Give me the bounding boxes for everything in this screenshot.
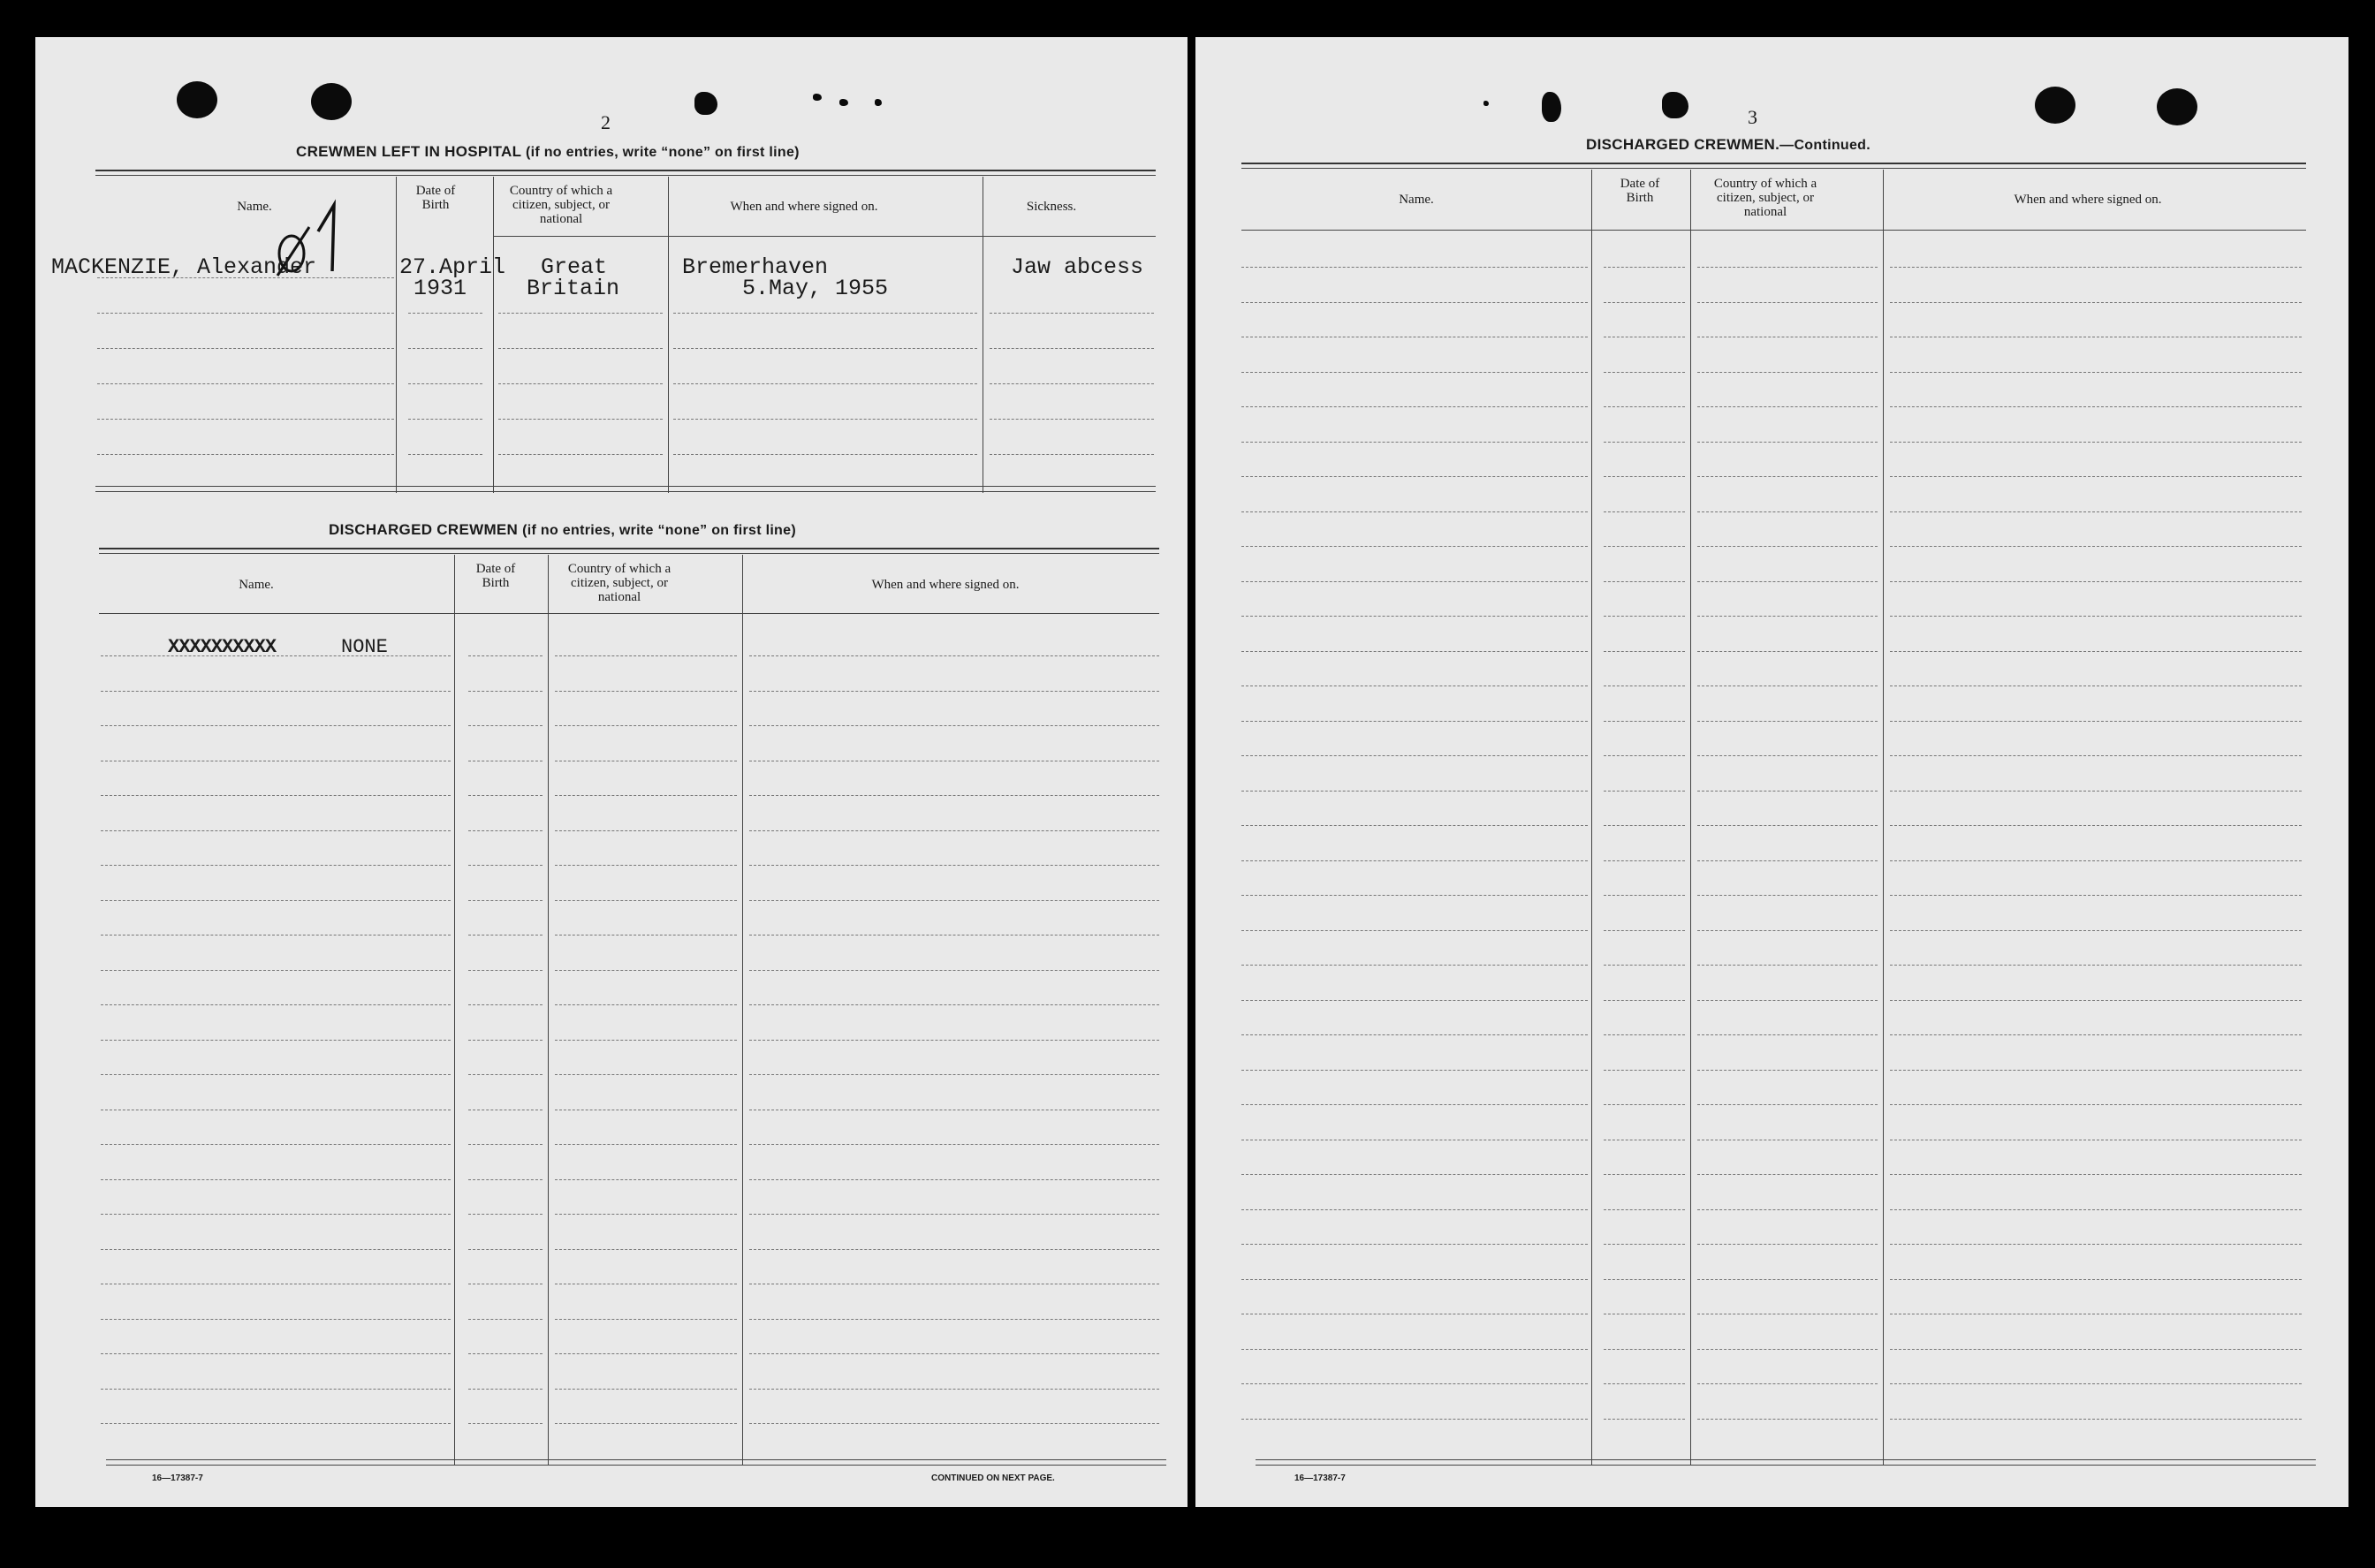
row-line	[498, 348, 663, 349]
row-line	[1890, 511, 2302, 512]
row-line	[1604, 1279, 1685, 1280]
col-header-country: Country of which a citizen, subject, or national	[567, 562, 672, 604]
row-line	[1890, 1104, 2302, 1105]
section-rule	[95, 491, 1156, 492]
row-line	[1241, 721, 1588, 722]
row-line	[468, 1179, 543, 1180]
row-line	[1604, 651, 1685, 652]
row-line	[1604, 511, 1685, 512]
row-line	[555, 830, 737, 831]
row-line	[1697, 406, 1878, 407]
row-line	[1890, 860, 2302, 861]
col-header-country: Country of which a citizen, subject, or national	[509, 184, 613, 226]
row-line	[101, 1179, 451, 1180]
row-line	[1604, 442, 1685, 443]
row-line	[1697, 860, 1878, 861]
column-divider	[1690, 170, 1691, 1465]
section-title-discharged-continued	[1586, 136, 1870, 154]
right-page	[1195, 37, 2348, 1507]
punch-hole	[177, 81, 217, 118]
row-line	[1890, 267, 2302, 268]
header-rule	[95, 175, 1156, 176]
row-line	[1890, 1070, 2302, 1071]
row-line	[498, 383, 663, 384]
row-line	[555, 1353, 737, 1354]
title-subtext: —Continued.	[1779, 138, 1870, 153]
column-divider	[493, 177, 494, 493]
row-line	[1697, 372, 1878, 373]
row-line	[1697, 965, 1878, 966]
row-line	[673, 348, 977, 349]
row-line	[1697, 1419, 1878, 1420]
row-line	[1604, 267, 1685, 268]
row-line	[673, 313, 977, 314]
row-line	[1697, 895, 1878, 896]
row-line	[990, 454, 1154, 455]
row-line	[749, 1004, 1159, 1005]
row-line	[1241, 546, 1588, 547]
header-rule	[95, 170, 1156, 171]
row-line	[97, 313, 394, 314]
row-line	[1890, 1383, 2302, 1384]
row-line	[97, 348, 394, 349]
row-line	[1890, 721, 2302, 722]
row-line	[1241, 825, 1588, 826]
row-line	[1241, 372, 1588, 373]
row-line	[1890, 1279, 2302, 1280]
row-line	[990, 348, 1154, 349]
footer-rule	[106, 1465, 1166, 1466]
ink-blot	[813, 94, 822, 101]
row-line	[468, 1319, 543, 1320]
row-line	[101, 865, 451, 866]
row-line	[555, 1249, 737, 1250]
row-line	[1697, 755, 1878, 756]
row-line	[990, 419, 1154, 420]
row-line	[97, 419, 394, 420]
row-line	[101, 900, 451, 901]
hospital-sickness: Jaw abcess	[1011, 254, 1144, 280]
col-header-dob: Date of Birth	[415, 184, 456, 212]
row-line	[1604, 581, 1685, 582]
row-line	[468, 1423, 543, 1424]
row-line	[101, 1423, 451, 1424]
row-line	[1604, 546, 1685, 547]
row-line	[749, 1179, 1159, 1180]
row-line	[1890, 1419, 2302, 1420]
row-line	[749, 1249, 1159, 1250]
row-line	[97, 454, 394, 455]
col-header-signed: When and where signed on.	[2014, 193, 2162, 207]
row-line	[1697, 616, 1878, 617]
row-line	[97, 383, 394, 384]
row-line	[1604, 930, 1685, 931]
hospital-country-2: Britain	[527, 276, 620, 301]
row-line	[749, 970, 1159, 971]
col-header-signed: When and where signed on.	[871, 578, 1020, 592]
row-line	[1241, 1383, 1588, 1384]
row-line	[468, 795, 543, 796]
row-line	[1890, 1244, 2302, 1245]
row-line	[101, 1004, 451, 1005]
row-line	[468, 1249, 543, 1250]
struck-text: XXXXXXXXXX	[168, 636, 277, 658]
col-header-dob: Date of Birth	[475, 562, 516, 590]
row-line	[101, 1389, 451, 1390]
row-line	[1241, 965, 1588, 966]
footer-rule	[1256, 1465, 2316, 1466]
row-line	[101, 1214, 451, 1215]
row-line	[1697, 581, 1878, 582]
row-line	[555, 865, 737, 866]
row-line	[1241, 1104, 1588, 1105]
row-line	[1604, 791, 1685, 792]
row-line	[1890, 1000, 2302, 1001]
row-line	[1697, 546, 1878, 547]
row-line	[1697, 1349, 1878, 1350]
row-line	[468, 1040, 543, 1041]
row-line	[1604, 1034, 1685, 1035]
row-line	[1697, 1174, 1878, 1175]
title-subtext: (if no entries, write “none” on first line)	[522, 523, 796, 538]
row-line	[408, 454, 482, 455]
hospital-dob-year: 1931	[414, 276, 467, 301]
left-page	[35, 37, 1188, 1507]
row-line	[1697, 930, 1878, 931]
row-line	[1697, 1000, 1878, 1001]
row-line	[468, 1214, 543, 1215]
row-line	[749, 900, 1159, 901]
row-line	[101, 830, 451, 831]
title-text: DISCHARGED CREWMEN.	[1586, 136, 1780, 153]
row-line	[555, 900, 737, 901]
row-line	[990, 383, 1154, 384]
row-line	[1697, 651, 1878, 652]
row-line	[1604, 1000, 1685, 1001]
row-line	[1241, 442, 1588, 443]
row-line	[673, 419, 977, 420]
row-line	[101, 1074, 451, 1075]
row-line	[498, 454, 663, 455]
row-line	[749, 655, 1159, 656]
header-rule	[1241, 168, 2306, 169]
column-divider	[548, 555, 549, 1465]
row-line	[555, 1214, 737, 1215]
row-line	[749, 1319, 1159, 1320]
row-line	[555, 725, 737, 726]
row-line	[1890, 616, 2302, 617]
row-line	[1890, 1034, 2302, 1035]
row-line	[749, 1144, 1159, 1145]
row-line	[1697, 511, 1878, 512]
row-line	[1890, 651, 2302, 652]
row-line	[498, 313, 663, 314]
row-line	[1890, 965, 2302, 966]
footer-rule	[106, 1459, 1166, 1460]
page-number: 3	[1748, 106, 1757, 128]
column-divider	[668, 177, 669, 493]
row-line	[1890, 442, 2302, 443]
row-line	[1241, 930, 1588, 931]
row-line	[1697, 267, 1878, 268]
row-line	[1604, 1104, 1685, 1105]
row-line	[1241, 1419, 1588, 1420]
column-divider	[1591, 170, 1592, 1465]
column-divider	[1883, 170, 1884, 1465]
row-line	[1604, 825, 1685, 826]
row-line	[1604, 616, 1685, 617]
row-line	[555, 1004, 737, 1005]
row-line	[1890, 546, 2302, 547]
row-line	[1241, 302, 1588, 303]
row-line	[468, 1353, 543, 1354]
row-line	[101, 1144, 451, 1145]
discharged-entry-none: NONE	[341, 636, 388, 658]
punch-hole	[2157, 88, 2197, 125]
row-line	[1890, 791, 2302, 792]
row-line	[1890, 1209, 2302, 1210]
header-underline	[493, 236, 1156, 237]
row-line	[1241, 1349, 1588, 1350]
row-line	[468, 865, 543, 866]
row-line	[555, 1389, 737, 1390]
section-title-discharged	[329, 521, 796, 539]
punch-hole	[311, 83, 352, 120]
ink-blot	[694, 92, 717, 115]
row-line	[1697, 1104, 1878, 1105]
row-line	[1241, 791, 1588, 792]
form-number: 16—17387-7	[152, 1473, 203, 1483]
row-line	[555, 1423, 737, 1424]
row-line	[1890, 755, 2302, 756]
row-line	[101, 795, 451, 796]
header-rule	[99, 553, 1159, 554]
column-divider	[396, 177, 397, 493]
hospital-name: MACKENZIE, Alexander	[51, 254, 317, 280]
row-line	[1890, 476, 2302, 477]
row-line	[1241, 1279, 1588, 1280]
row-line	[1241, 267, 1588, 268]
ink-blot	[839, 99, 848, 106]
row-line	[749, 691, 1159, 692]
hospital-signed-place: Bremerhaven	[682, 254, 829, 280]
ink-blot	[1542, 92, 1561, 122]
row-line	[1241, 1000, 1588, 1001]
row-line	[1697, 1034, 1878, 1035]
row-line	[1604, 721, 1685, 722]
row-line	[468, 1004, 543, 1005]
row-line	[1241, 860, 1588, 861]
row-line	[673, 454, 977, 455]
row-line	[1241, 1209, 1588, 1210]
row-line	[1890, 406, 2302, 407]
row-line	[1890, 895, 2302, 896]
row-line	[468, 970, 543, 971]
row-line	[673, 383, 977, 384]
row-line	[1604, 1349, 1685, 1350]
row-line	[1697, 1209, 1878, 1210]
row-line	[1890, 1349, 2302, 1350]
row-line	[1604, 965, 1685, 966]
row-line	[1604, 755, 1685, 756]
row-line	[555, 691, 737, 692]
row-line	[101, 725, 451, 726]
row-line	[1241, 616, 1588, 617]
row-line	[408, 313, 482, 314]
row-line	[749, 725, 1159, 726]
row-line	[101, 691, 451, 692]
row-line	[97, 277, 394, 278]
title-text: DISCHARGED CREWMEN	[329, 521, 519, 538]
col-header-dob: Date of Birth	[1620, 177, 1660, 205]
row-line	[1241, 895, 1588, 896]
row-line	[1604, 476, 1685, 477]
row-line	[1604, 1419, 1685, 1420]
page-number: 2	[601, 111, 611, 133]
row-line	[468, 830, 543, 831]
row-line	[468, 725, 543, 726]
row-line	[1241, 511, 1588, 512]
row-line	[1604, 1070, 1685, 1071]
row-line	[101, 1040, 451, 1041]
header-underline	[99, 613, 1159, 614]
row-line	[1890, 825, 2302, 826]
row-line	[1697, 791, 1878, 792]
row-line	[1890, 930, 2302, 931]
row-line	[1241, 1034, 1588, 1035]
header-underline	[1241, 230, 2306, 231]
row-line	[990, 313, 1154, 314]
section-rule	[95, 486, 1156, 487]
row-line	[1890, 372, 2302, 373]
row-line	[749, 1214, 1159, 1215]
row-line	[1241, 1070, 1588, 1071]
row-line	[1604, 1244, 1685, 1245]
row-line	[1604, 1209, 1685, 1210]
hospital-country: Great	[541, 254, 608, 280]
row-line	[468, 691, 543, 692]
ink-blot	[1662, 92, 1688, 118]
ink-blot	[875, 99, 882, 106]
row-line	[1697, 1070, 1878, 1071]
row-line	[498, 419, 663, 420]
row-line	[749, 795, 1159, 796]
row-line	[749, 865, 1159, 866]
column-divider	[454, 555, 455, 1465]
row-line	[1241, 581, 1588, 582]
row-line	[1604, 1174, 1685, 1175]
row-line	[408, 383, 482, 384]
row-line	[101, 655, 451, 656]
row-line	[101, 1353, 451, 1354]
row-line	[101, 970, 451, 971]
row-line	[468, 655, 543, 656]
row-line	[555, 1040, 737, 1041]
row-line	[1697, 1279, 1878, 1280]
row-line	[555, 795, 737, 796]
row-line	[408, 419, 482, 420]
row-line	[555, 1074, 737, 1075]
row-line	[555, 655, 737, 656]
row-line	[468, 1389, 543, 1390]
row-line	[1697, 476, 1878, 477]
row-line	[749, 830, 1159, 831]
row-line	[749, 1423, 1159, 1424]
row-line	[1604, 406, 1685, 407]
row-line	[1697, 302, 1878, 303]
row-line	[468, 900, 543, 901]
title-text: CREWMEN LEFT IN HOSPITAL	[296, 143, 521, 160]
row-line	[468, 1144, 543, 1145]
row-line	[749, 1389, 1159, 1390]
row-line	[1241, 651, 1588, 652]
row-line	[101, 1249, 451, 1250]
row-line	[1697, 442, 1878, 443]
column-divider	[742, 555, 743, 1465]
hospital-signed-date: 5.May, 1955	[742, 276, 889, 301]
header-rule	[99, 548, 1159, 549]
row-line	[1890, 302, 2302, 303]
row-line	[468, 1074, 543, 1075]
row-line	[555, 1319, 737, 1320]
row-line	[1241, 476, 1588, 477]
punch-hole	[2035, 87, 2075, 124]
row-line	[1697, 1383, 1878, 1384]
col-header-name: Name.	[237, 200, 272, 214]
form-number: 16—17387-7	[1294, 1473, 1346, 1483]
footer-rule	[1256, 1459, 2316, 1460]
row-line	[555, 1179, 737, 1180]
section-title-hospital	[296, 143, 800, 161]
title-subtext: (if no entries, write “none” on first line)	[525, 145, 800, 160]
row-line	[1241, 1244, 1588, 1245]
row-line	[1890, 581, 2302, 582]
col-header-name: Name.	[1399, 193, 1434, 207]
ink-blot	[1483, 101, 1489, 106]
row-line	[1604, 372, 1685, 373]
row-line	[1604, 895, 1685, 896]
col-header-country: Country of which a citizen, subject, or national	[1713, 177, 1817, 219]
row-line	[1241, 406, 1588, 407]
col-header-name: Name.	[239, 578, 274, 592]
row-line	[1604, 302, 1685, 303]
row-line	[749, 1353, 1159, 1354]
col-header-signed: When and where signed on.	[730, 200, 878, 214]
hospital-dob: 27.April	[399, 254, 506, 280]
row-line	[555, 1144, 737, 1145]
row-line	[749, 1074, 1159, 1075]
col-header-sickness: Sickness.	[1026, 200, 1077, 214]
row-line	[749, 1040, 1159, 1041]
header-rule	[1241, 163, 2306, 164]
row-line	[1604, 1383, 1685, 1384]
continued-note: CONTINUED ON NEXT PAGE.	[931, 1473, 1055, 1483]
row-line	[1604, 860, 1685, 861]
row-line	[1697, 1244, 1878, 1245]
row-line	[1697, 825, 1878, 826]
row-line	[408, 348, 482, 349]
row-line	[1697, 721, 1878, 722]
row-line	[1241, 755, 1588, 756]
row-line	[555, 970, 737, 971]
row-line	[101, 1319, 451, 1320]
row-line	[1890, 1174, 2302, 1175]
row-line	[1241, 1174, 1588, 1175]
